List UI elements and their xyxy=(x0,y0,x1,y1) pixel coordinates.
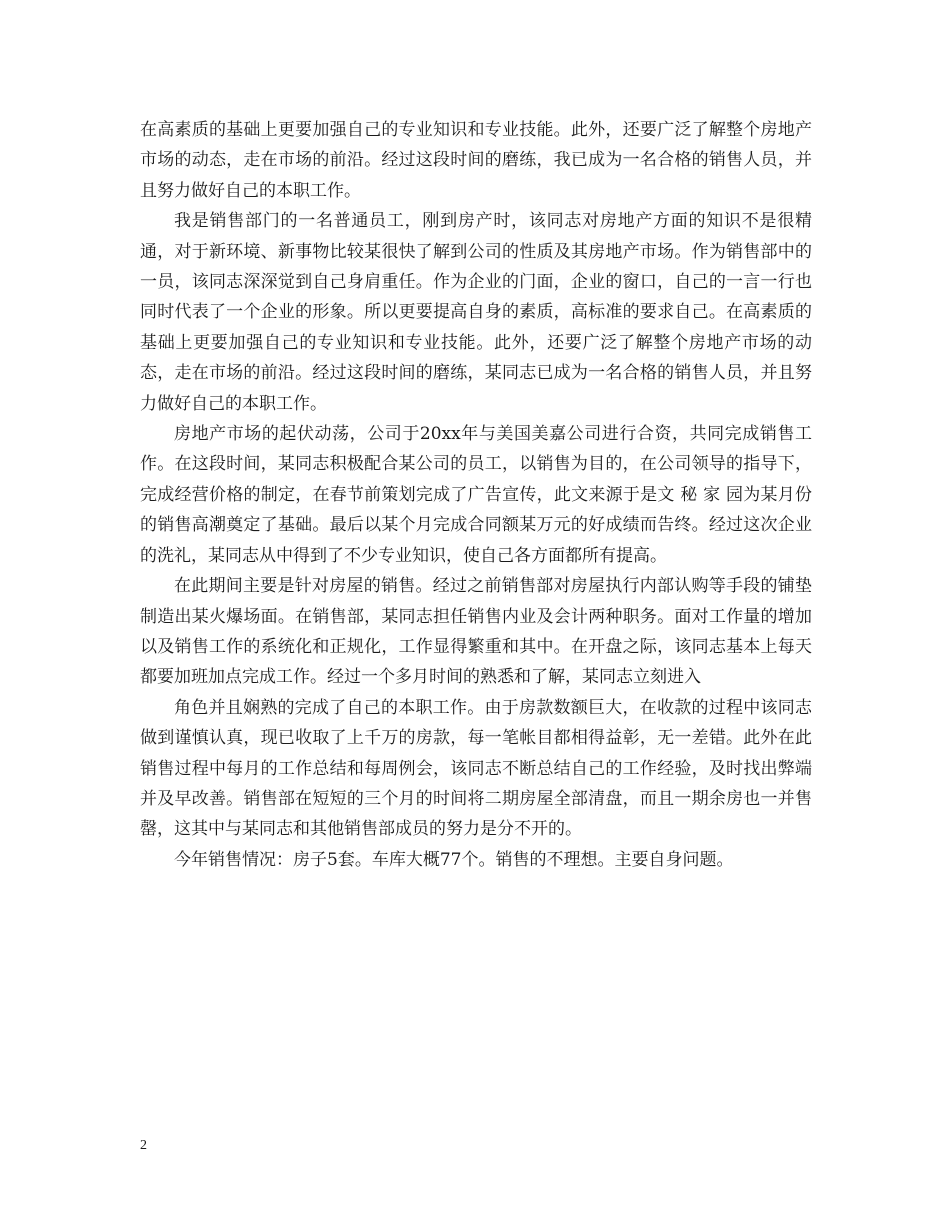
page-number: 2 xyxy=(140,1138,147,1153)
paragraph-3: 房地产市场的起伏动荡，公司于20xx年与美国美嘉公司进行合资，共同完成销售工作。在这段时间，某同志积极配合某公司的员工，以销售为目的，在公司领导的指导下，完成经营价格的制定，在春节前策划完成了广告宣传，此文来源于是文 秘 家 园为某月份的销售高潮奠定了基础。最后以某个月完成合同额某万元的好成绩而告终。经过这次企业的洗礼，某同志从中得到了不少专业知识，使自己各方面都所有提高。 xyxy=(140,424,812,566)
paragraph-4: 在此期间主要是针对房屋的销售。经过之前销售部对房屋执行内部认购等手段的铺垫制造出某火爆场面。在销售部，某同志担任销售内业及会计两种职务。面对工作量的增加以及销售工作的系统化和正规化，工作显得繁重和其中。在开盘之际，该同志基本上每天都要加班加点完成工作。经过一个多月时间的熟悉和了解，某同志立刻进入 xyxy=(140,576,812,688)
paragraph-2: 我是销售部门的一名普通员工，刚到房产时，该同志对房地产方面的知识不是很精通，对于新环境、新事物比较某很快了解到公司的性质及其房地产市场。作为销售部中的一员，该同志深深觉到自己身肩重任。作为企业的门面，企业的窗口，自己的一言一行也同时代表了一个企业的形象。所以更要提高自身的素质，高标准的要求自己。在高素质的基础上更要加强自己的专业知识和专业技能。此外，还要广泛了解整个房地产市场的动态，走在市场的前沿。经过这段时间的磨练，某同志已成为一名合格的销售人员，并且努力做好自己的本职工作。 xyxy=(140,211,812,414)
paragraph-5: 角色并且娴熟的完成了自己的本职工作。由于房款数额巨大，在收款的过程中该同志做到谨慎认真，现已收取了上千万的房款，每一笔帐目都相得益彰，无一差错。此外在此销售过程中每月的工作总结和每周例会，该同志不断总结自己的工作经验，及时找出弊端并及早改善。销售部在短短的三个月的时间将二期房屋全部清盘，而且一期余房也一并售罄，这其中与某同志和其他销售部成员的努力是分不开的。 xyxy=(140,697,812,840)
paragraph-6: 今年销售情况：房子5套。车库大概77个。销售的不理想。主要自身问题。 xyxy=(174,849,734,870)
paragraph-1: 在高素质的基础上更要加强自己的专业知识和专业技能。此外，还要广泛了解整个房地产市场的动态，走在市场的前沿。经过这段时间的磨练，我已成为一名合格的销售人员，并且努力做好自己的本职工作。 xyxy=(140,120,812,201)
body-text xyxy=(140,115,812,875)
